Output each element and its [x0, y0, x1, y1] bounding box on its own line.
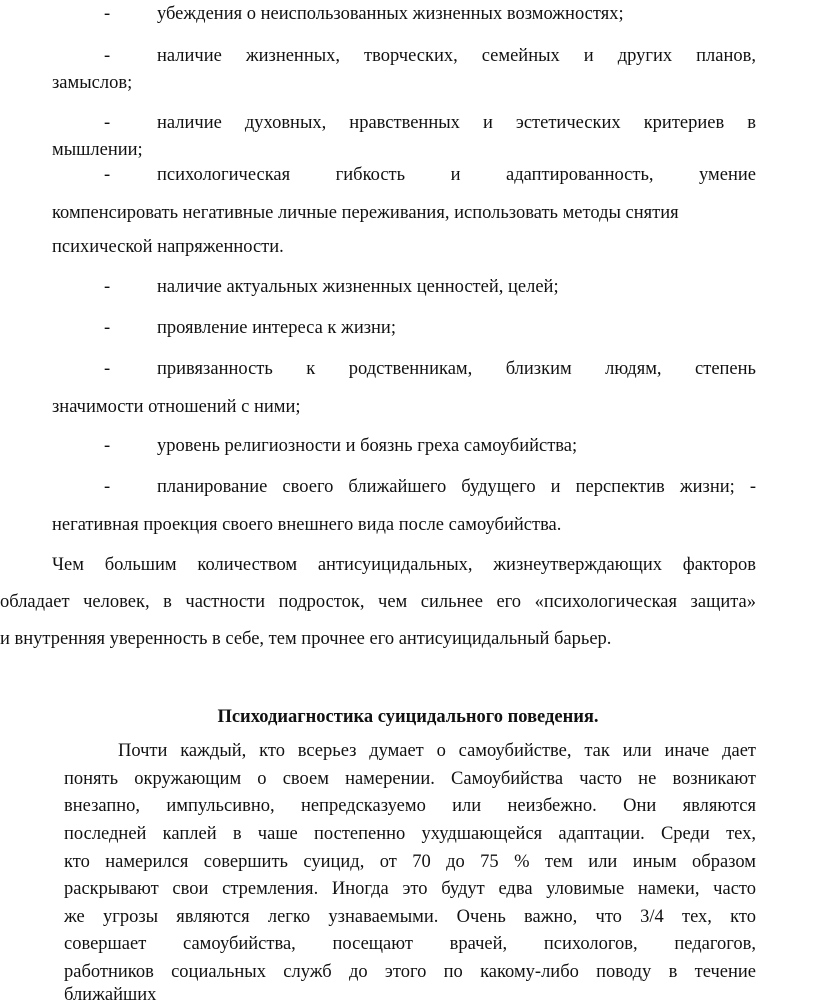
list-marker: - [104, 4, 111, 24]
paragraph-line: внезапно, импульсивно, непредсказуемо или неизбежно. Они являются [64, 796, 756, 816]
list-item-text: убеждения о неиспользованных жизненных возможностях; [157, 4, 624, 24]
paragraph-line: раскрывают свои стремления. Иногда это будут едва уловимые намеки, часто [64, 879, 756, 899]
list-marker: - [104, 113, 111, 133]
list-item-text: негативная проекция своего внешнего вида после самоубийства. [52, 515, 562, 535]
list-item-text: уровень религиозности и боязнь греха самоубийства; [157, 436, 578, 456]
list-marker: - [104, 436, 111, 456]
list-marker: - [104, 277, 111, 297]
list-marker: - [104, 165, 111, 185]
list-item-text: привязанность к родственникам, близким людям, степень [157, 359, 756, 379]
list-item-text: наличие жизненных, творческих, семейных и других планов, [157, 46, 756, 66]
paragraph-line: Почти каждый, кто всерьез думает о самоубийстве, так или иначе дает [118, 741, 756, 761]
list-item-text: наличие духовных, нравственных и эстетических критериев в [157, 113, 756, 133]
list-marker: - [104, 318, 111, 338]
list-item-text: психической напряженности. [52, 237, 284, 257]
list-item-text: проявление интереса к жизни; [157, 318, 396, 338]
section-heading: Психодиагностика суицидального поведения. [217, 707, 599, 727]
paragraph-line: обладает человек, в частности подросток, чем сильнее его «психологическая защита» [0, 592, 756, 612]
paragraph-line: и внутренняя уверенность в себе, тем прочнее его антисуицидальный барьер. [0, 629, 612, 649]
list-item-text: замыслов; [52, 73, 133, 93]
list-item-text: компенсировать негативные личные переживания, использовать методы снятия [52, 203, 679, 223]
paragraph-line: последней каплей в чаше постепенно ухудшающейся адаптации. Среди тех, [64, 824, 756, 844]
paragraph-line: Чем большим количеством антисуицидальных, жизнеутверждающих факторов [52, 555, 756, 575]
paragraph-line: работников социальных служб до этого по какому-либо поводу в течение [64, 962, 756, 982]
paragraph-line: совершает самоубийства, посещают врачей, психологов, педагогов, [64, 934, 756, 954]
list-marker: - [104, 46, 111, 66]
list-item-text: психологическая гибкость и адаптированность, умение [157, 165, 756, 185]
list-item-text: мышлении; [52, 140, 143, 160]
list-item-text: значимости отношений с ними; [52, 397, 301, 417]
list-marker: - [104, 477, 111, 497]
paragraph-line: понять окружающим о своем намерении. Самоубийства часто не возникают [64, 769, 756, 789]
paragraph-line: же угрозы являются легко узнаваемыми. Очень важно, что 3/4 тех, кто [64, 907, 756, 927]
list-item-text: наличие актуальных жизненных ценностей, целей; [157, 277, 559, 297]
paragraph-line: кто намерился совершить суицид, от 70 до 75 % тем или иным образом [64, 852, 756, 872]
list-marker: - [104, 359, 111, 379]
list-item-text: планирование своего ближайшего будущего и перспектив жизни; - [157, 477, 756, 497]
paragraph-line: ближайших [64, 985, 157, 1005]
